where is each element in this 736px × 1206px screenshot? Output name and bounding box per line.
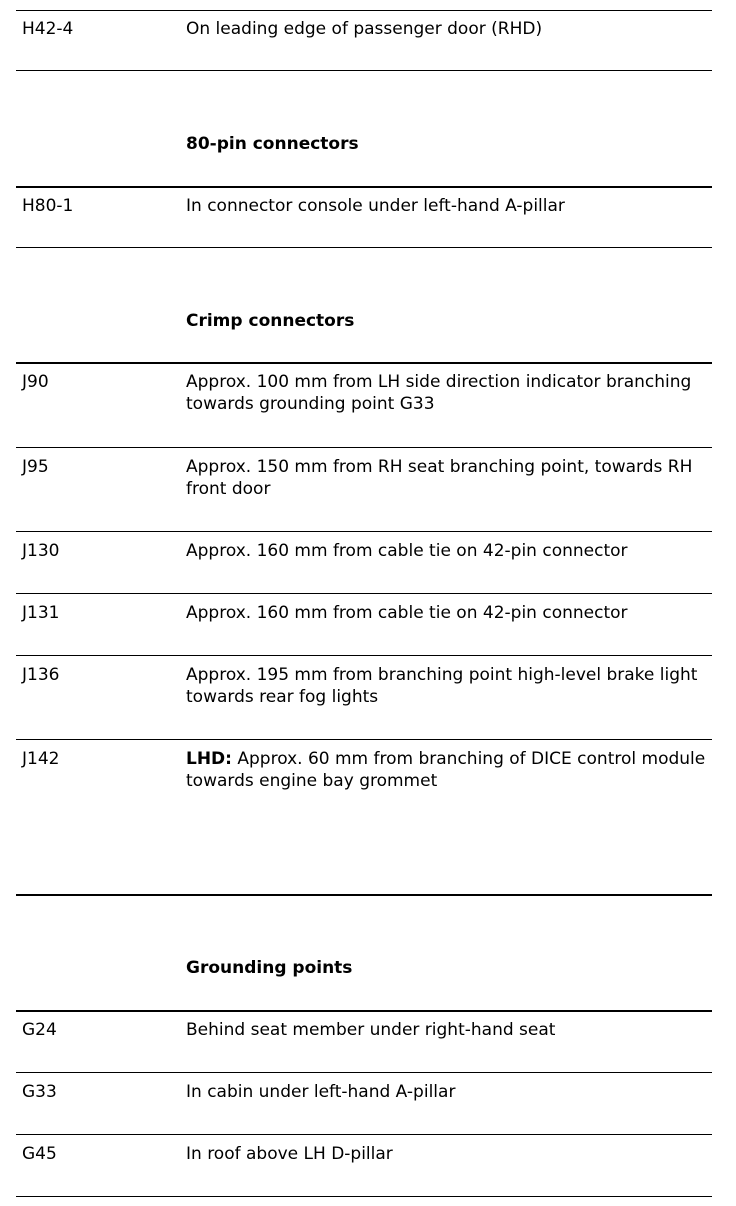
row-code: G45 <box>22 1144 57 1164</box>
row-description: In connector console under left-hand A-pillar <box>186 196 565 216</box>
row-code: J142 <box>22 749 60 769</box>
row-description: Approx. 150 mm from RH seat branching point, towards RH front door <box>186 457 693 499</box>
section-heading-grounding: Grounding points <box>186 958 353 978</box>
row-description: Approx. 160 mm from cable tie on 42-pin connector <box>186 541 628 561</box>
row-code: H80-1 <box>22 196 74 216</box>
row-code: J90 <box>22 372 49 392</box>
table-rule <box>16 593 712 594</box>
row-description: On leading edge of passenger door (RHD) <box>186 19 543 39</box>
table-rule <box>16 447 712 448</box>
lhd-label: LHD: <box>186 749 232 769</box>
table-rule <box>16 10 712 11</box>
row-description <box>186 748 712 792</box>
table-rule <box>16 247 712 248</box>
row-code: J136 <box>22 665 60 685</box>
row-code: G24 <box>22 1020 57 1040</box>
row-description: In roof above LH D-pillar <box>186 1144 393 1164</box>
section-rule <box>16 362 712 364</box>
section-heading-80-pin: 80-pin connectors <box>186 134 359 154</box>
section-rule <box>16 894 712 896</box>
table-rule <box>16 655 712 656</box>
row-description: Approx. 195 mm from branching point high-level brake light towards rear fog lights <box>186 665 698 707</box>
row-description: Behind seat member under right-hand seat <box>186 1020 556 1040</box>
row-code: J130 <box>22 541 60 561</box>
row-description: In cabin under left-hand A-pillar <box>186 1082 456 1102</box>
table-rule <box>16 1134 712 1135</box>
section-rule <box>16 186 712 188</box>
table-rule <box>16 70 712 71</box>
row-code: J95 <box>22 457 49 477</box>
table-rule <box>16 739 712 740</box>
row-description: Approx. 100 mm from LH side direction indicator branching towards grounding point G33 <box>186 372 692 414</box>
row-code: J131 <box>22 603 60 623</box>
table-rule <box>16 1072 712 1073</box>
row-code: H42-4 <box>22 19 74 39</box>
table-rule <box>16 1196 712 1197</box>
row-description: Approx. 160 mm from cable tie on 42-pin connector <box>186 603 628 623</box>
table-rule <box>16 531 712 532</box>
row-description-text: Approx. 60 mm from branching of DICE control module towards engine bay grommet <box>186 749 706 791</box>
row-code: G33 <box>22 1082 57 1102</box>
section-rule <box>16 1010 712 1012</box>
section-heading-crimp: Crimp connectors <box>186 311 355 331</box>
